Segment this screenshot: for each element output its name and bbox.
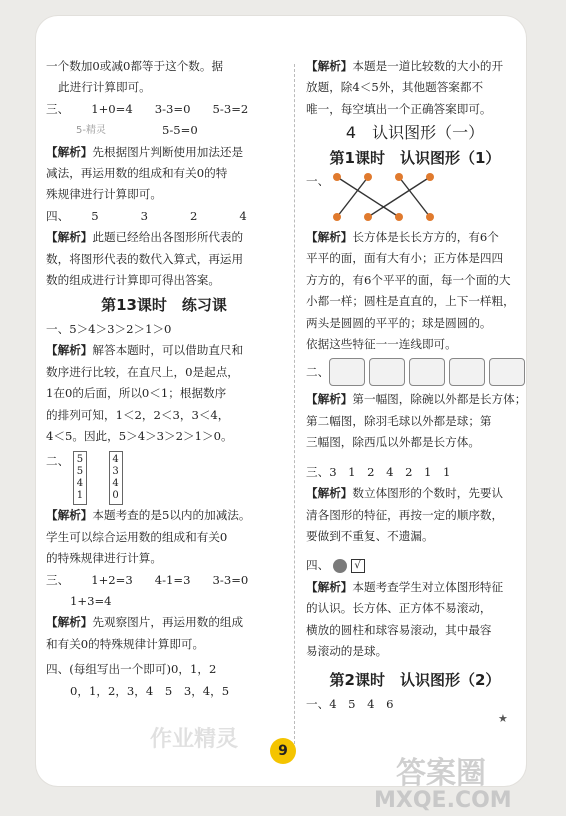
analysis-line <box>306 577 524 598</box>
q3b-row <box>46 570 282 591</box>
analysis-text: 数立体图形的个数时，先要认 <box>352 486 504 501</box>
box-number: 5 <box>76 454 84 466</box>
analysis-line <box>306 227 524 248</box>
box-number: 4 <box>112 478 119 490</box>
analysis-tag: 【解析】 <box>306 579 353 594</box>
dot-bottom <box>395 213 403 221</box>
analysis-line: 殊规律进行计算即可。 <box>46 187 162 202</box>
analysis-tag: 【解析】 <box>306 392 353 407</box>
analysis-line: 1在0的后面，所以0＜1；根据数序 <box>46 386 227 401</box>
analysis-line: 减法，再运用数的组成和有关0的特 <box>46 166 228 181</box>
answer-value: 4 <box>239 208 247 223</box>
star-icon: ★ <box>498 712 508 725</box>
answer-value: 0，1，2，3，4 5 3，4，5 <box>70 683 230 698</box>
analysis-tag: 【解析】 <box>306 230 353 245</box>
analysis-line: 依据这些特征一一连线即可。 <box>306 337 457 352</box>
shape-image-4 <box>449 358 485 386</box>
analysis-line <box>46 340 282 361</box>
question-label: 三、 <box>306 464 330 479</box>
text-line: 此进行计算即可。 <box>58 80 151 95</box>
analysis-line: 横放的圆柱和球容易滚动，其中最容 <box>306 622 492 637</box>
page-number: 9 <box>270 738 296 764</box>
question-label: 一、 <box>306 174 330 189</box>
analysis-line <box>306 483 524 504</box>
column-divider <box>294 64 295 744</box>
equation: 3-3=0 <box>154 101 191 116</box>
watermark-logo: 答案圈 <box>396 756 486 791</box>
number-box <box>73 451 87 505</box>
answer-value: 2 <box>189 208 198 223</box>
question-label: 四、 <box>306 558 330 573</box>
matching-lines-diagram <box>329 171 449 225</box>
watermark-url: MXQE.COM <box>374 788 512 813</box>
analysis-text: 本题考查的是5以内的加减法。 <box>92 508 251 523</box>
q1-matching <box>306 171 524 227</box>
q3-row2 <box>46 120 282 141</box>
analysis-line: 唯一，每空填出一个正确答案即可。 <box>306 101 492 116</box>
question-label: 二、 <box>46 454 70 469</box>
question-label: 二、 <box>306 364 330 379</box>
box-number: 5 <box>76 466 84 478</box>
shape-images <box>329 358 525 386</box>
box-number: 4 <box>76 478 84 490</box>
question-label: 三、 <box>46 101 70 116</box>
analysis-line: 数的组成进行计算即可得出答案。 <box>46 273 220 288</box>
analysis-tag: 【解析】 <box>306 59 353 73</box>
box-number: 0 <box>112 490 119 502</box>
answer-value: 4 5 4 6 <box>329 696 394 711</box>
analysis-line: 4＜5。因此，5＞4＞3＞2＞1＞0。 <box>46 428 233 443</box>
analysis-line: 三幅图，除西瓜以外都是长方体。 <box>306 435 480 450</box>
q1b-row <box>306 694 524 715</box>
box-number: 4 <box>112 454 119 466</box>
right-column <box>306 56 527 715</box>
box-number: 3 <box>112 466 119 478</box>
lesson-title: 第2课时 认识图形（2） <box>329 671 501 690</box>
equation: 5-3=2 <box>212 101 249 116</box>
shape-image-1 <box>329 358 365 386</box>
unit-title: 4 认识图形（一） <box>345 123 485 143</box>
answer-value: 5＞4＞3＞2＞1＞0 <box>69 321 172 336</box>
answer-value: 3 1 2 4 2 1 1 <box>329 464 451 479</box>
analysis-line: 数，将图形代表的数代入算式，再运用 <box>46 251 244 266</box>
analysis-line: 放题，除4＜5外，其他题答案都不 <box>306 80 484 95</box>
q4-row <box>306 555 524 576</box>
q3-row <box>46 99 282 120</box>
watermark-text: 作业精灵 <box>150 727 239 752</box>
left-column <box>46 56 282 702</box>
equation: 5-5=0 <box>161 123 198 138</box>
analysis-line: 学生可以综合运用数的组成和有关0 <box>46 529 228 544</box>
analysis-tag: 【解析】 <box>46 615 93 630</box>
analysis-tag: 【解析】 <box>46 343 93 358</box>
analysis-line: 方方的，有6个平平的面，每一个面的大 <box>306 272 511 287</box>
q4-row <box>46 206 282 227</box>
number-box <box>109 451 123 505</box>
analysis-tag: 【解析】 <box>46 144 93 159</box>
analysis-line: 清各图形的特征，再按一定的顺序数， <box>306 507 504 522</box>
analysis-text: 本题是一道比较数的大小的开 <box>352 59 504 73</box>
analysis-line <box>46 505 282 526</box>
analysis-line <box>46 227 282 248</box>
analysis-line <box>46 142 282 163</box>
analysis-line: 和有关0的特殊规律计算即可。 <box>46 636 205 651</box>
equation: 1+3=4 <box>70 593 112 608</box>
shape-image-3 <box>409 358 445 386</box>
dot-top <box>364 173 372 181</box>
equation: 4-1=3 <box>154 572 191 587</box>
check-mark: √ <box>351 559 365 573</box>
shape-image-2 <box>369 358 405 386</box>
q2-row <box>46 447 282 505</box>
answer-value: (每组写出一个即可)0，1，2 <box>69 662 217 677</box>
analysis-tag: 【解析】 <box>46 508 93 523</box>
q4b-row <box>46 659 282 680</box>
q3-row <box>306 462 524 483</box>
ball-icon <box>333 559 347 573</box>
analysis-line <box>306 56 524 77</box>
analysis-text: 第一幅图，除碗以外都是长方体； <box>352 392 527 407</box>
question-label: 一、 <box>46 321 70 336</box>
analysis-text: 解答本题时，可以借助直尺和 <box>92 343 244 358</box>
analysis-tag: 【解析】 <box>46 230 93 245</box>
dot-top <box>395 173 403 181</box>
q1-row <box>46 319 282 340</box>
equation: 1+2=3 <box>91 572 133 587</box>
question-label: 一、 <box>306 696 330 711</box>
analysis-line: 小都一样；圆柱是直直的，上下一样粗， <box>306 294 515 309</box>
stamp-text: 5-精灵 <box>76 125 106 137</box>
analysis-text: 此题已经给出各图形所代表的 <box>92 230 244 245</box>
analysis-line: 平平的面，面有大有小；正方体是四四 <box>306 251 504 266</box>
analysis-line: 两头是圆圆的平平的；球是圆圆的。 <box>306 315 492 330</box>
q2-row <box>306 355 524 389</box>
dot-bottom <box>364 213 372 221</box>
analysis-line: 易滚动的是球。 <box>306 643 388 658</box>
dot-bottom <box>426 213 434 221</box>
analysis-text: 先观察图片，再运用数的组成 <box>92 615 244 630</box>
dot-top <box>426 173 434 181</box>
analysis-line: 第二幅图，除羽毛球以外都是球；第 <box>306 413 492 428</box>
box-number: 1 <box>76 490 84 502</box>
analysis-line <box>306 389 527 410</box>
analysis-tag: 【解析】 <box>306 486 353 501</box>
analysis-line: 的特殊规律进行计算。 <box>46 551 162 566</box>
analysis-line: 要做到不重复、不遗漏。 <box>306 528 434 543</box>
text-line: 一个数加0或减0都等于这个数。据 <box>46 59 224 73</box>
answer-value: 5 <box>91 208 99 223</box>
shape-image-5 <box>489 358 525 386</box>
analysis-text: 本题考查学生对立体图形特征 <box>352 579 504 594</box>
equation: 1+0=4 <box>91 101 133 116</box>
equation: 3-3=0 <box>212 572 249 587</box>
analysis-line <box>46 612 282 633</box>
dot-bottom <box>333 213 341 221</box>
question-label: 四、 <box>46 662 70 677</box>
analysis-line: 数序进行比较，在直尺上，0是起点， <box>46 364 239 379</box>
analysis-text: 长方体是长长方方的，有6个 <box>352 230 499 245</box>
analysis-text: 先根据图片判断使用加法还是 <box>92 144 244 159</box>
question-label: 三、 <box>46 572 70 587</box>
analysis-line: 的排列可知，1＜2，2＜3，3＜4， <box>46 407 230 422</box>
question-label: 四、 <box>46 208 70 223</box>
lesson-title: 第13课时 练习课 <box>101 296 227 315</box>
answer-value: 3 <box>140 208 148 223</box>
analysis-line: 的认识。长方体、正方体不易滚动， <box>306 601 492 616</box>
lesson-title: 第1课时 认识图形（1） <box>329 148 501 167</box>
dot-top <box>333 173 341 181</box>
